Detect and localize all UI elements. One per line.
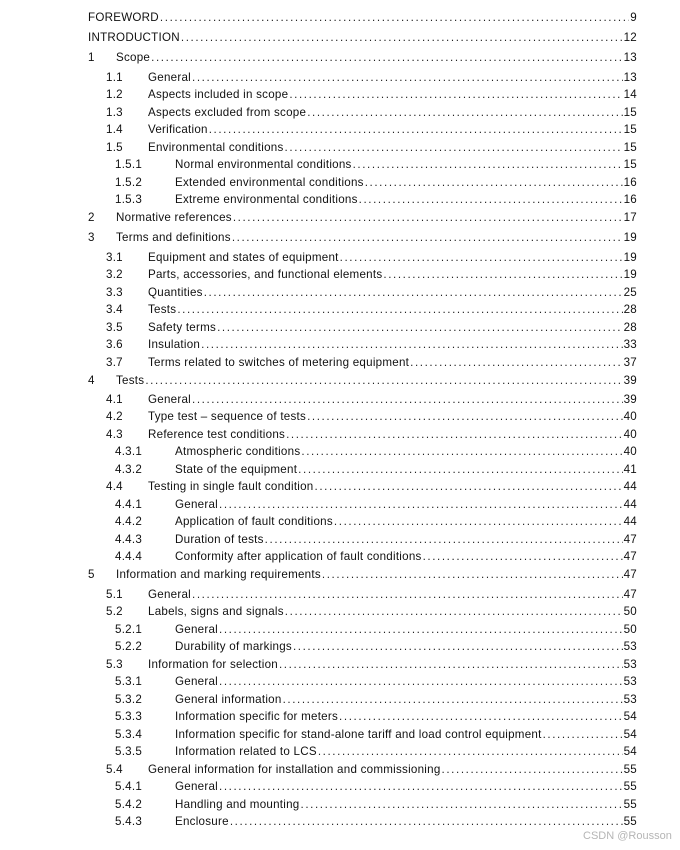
toc-entry[interactable]: [88, 691, 637, 707]
toc-entry-number: 3: [88, 230, 95, 244]
toc-entry[interactable]: [88, 372, 637, 388]
toc-entry-page: 54: [623, 744, 637, 758]
toc-entry-number: 1.5.2: [115, 175, 143, 189]
toc-entry-page: 53: [623, 674, 637, 688]
toc-entry-number: 2: [88, 210, 95, 224]
toc-entry-number: 3.6: [106, 337, 123, 351]
toc-entry[interactable]: [88, 726, 637, 742]
toc-entry-page: 50: [623, 622, 637, 636]
toc-entry[interactable]: [88, 266, 637, 282]
toc-entry-page: 54: [623, 709, 637, 723]
toc-entry-page: 40: [623, 409, 637, 423]
toc-entry-page: 19: [623, 230, 637, 244]
toc-entry[interactable]: [88, 209, 637, 225]
toc-entry[interactable]: [88, 778, 637, 794]
toc-entry-title: Aspects excluded from scope: [148, 105, 307, 119]
dot-leader: [334, 515, 623, 528]
toc-entry-title: FOREWORD: [88, 10, 159, 24]
toc-entry-number: 3.5: [106, 320, 123, 334]
toc-entry[interactable]: [88, 426, 637, 442]
toc-entry-page: 28: [623, 320, 637, 334]
toc-entry-page: 50: [623, 604, 637, 618]
toc-entry[interactable]: [88, 156, 637, 172]
toc-entry-number: 4.4.1: [115, 497, 143, 511]
dot-leader: [232, 231, 623, 244]
toc-entry-title: General: [175, 779, 218, 793]
toc-entry-page: 13: [623, 50, 637, 64]
toc-entry[interactable]: [88, 69, 637, 85]
toc-entry-page: 15: [623, 105, 637, 119]
toc-entry-number: 4.3.2: [115, 462, 143, 476]
toc-entry-number: 3.2: [106, 267, 123, 281]
toc-entry-title: Conformity after application of fault conditions: [175, 549, 422, 563]
toc-entry-number: 5.1: [106, 587, 123, 601]
toc-entry-title: General: [148, 392, 191, 406]
dot-leader: [219, 780, 623, 793]
dot-leader: [383, 268, 622, 281]
toc-entry[interactable]: [88, 673, 637, 689]
toc-entry[interactable]: [88, 391, 637, 407]
toc-entry-title: Information specific for meters: [175, 709, 339, 723]
toc-entry-page: 17: [623, 210, 637, 224]
toc-entry-title: Testing in single fault condition: [148, 479, 314, 493]
toc-entry-page: 13: [623, 70, 637, 84]
toc-entry-page: 39: [623, 392, 637, 406]
toc-entry-title: Tests: [148, 302, 177, 316]
toc-entry-page: 55: [623, 762, 637, 776]
toc-entry-title: Terms related to switches of metering equipment: [148, 355, 410, 369]
dot-leader: [265, 533, 623, 546]
toc-entry[interactable]: [88, 761, 637, 777]
toc-entry-title: Parts, accessories, and functional elements: [148, 267, 383, 281]
dot-leader: [289, 88, 622, 101]
toc-entry-title: Normal environmental conditions: [175, 157, 352, 171]
dot-leader: [315, 480, 623, 493]
toc-entry-page: 47: [623, 567, 637, 581]
dot-leader: [322, 568, 623, 581]
watermark: CSDN @Rousson: [583, 830, 672, 842]
toc-entry-title: Labels, signs and signals: [148, 604, 284, 618]
toc-entry-number: 4.4.3: [115, 532, 143, 546]
toc-entry[interactable]: [88, 121, 637, 137]
toc-entry-title: State of the equipment: [175, 462, 298, 476]
toc-entry-title: Extended environmental conditions: [175, 175, 364, 189]
toc-entry-number: 5.2.2: [115, 639, 143, 653]
toc-entry-title: Durability of markings: [175, 639, 292, 653]
toc-entry[interactable]: [88, 354, 637, 370]
toc-entry-title: Terms and definitions: [116, 230, 231, 244]
toc-entry-page: 33: [623, 337, 637, 351]
toc-entry-number: 1.5.1: [115, 157, 143, 171]
toc-entry[interactable]: [88, 743, 637, 759]
toc-entry-number: 4.1: [106, 392, 123, 406]
toc-entry-number: 1.2: [106, 87, 123, 101]
toc-entry-title: Verification: [148, 122, 208, 136]
dot-leader: [423, 550, 623, 563]
toc-entry-page: 9: [630, 10, 637, 24]
toc-entry[interactable]: [88, 638, 637, 654]
toc-entry[interactable]: [88, 86, 637, 102]
toc-entry[interactable]: [88, 603, 637, 619]
dot-leader: [318, 745, 623, 758]
toc-entry-number: 1.5: [106, 140, 123, 154]
toc-entry-page: 53: [623, 639, 637, 653]
toc-entry-page: 54: [623, 727, 637, 741]
toc-entry-number: 5.3.2: [115, 692, 143, 706]
toc-entry[interactable]: [88, 301, 637, 317]
toc-entry-page: 28: [623, 302, 637, 316]
dot-leader: [353, 158, 623, 171]
toc-entry[interactable]: [88, 461, 637, 477]
dot-leader: [230, 815, 623, 828]
toc-entry-number: 5.3.5: [115, 744, 143, 758]
toc-entry-page: 15: [623, 157, 637, 171]
toc-entry-page: 41: [623, 462, 637, 476]
toc-entry-page: 39: [623, 373, 637, 387]
dot-leader: [145, 374, 622, 387]
toc-entry-page: 44: [623, 479, 637, 493]
dot-leader: [201, 338, 622, 351]
toc-entry[interactable]: [88, 708, 637, 724]
dot-leader: [285, 605, 623, 618]
toc-entry-number: 5.4: [106, 762, 123, 776]
dot-leader: [192, 588, 623, 601]
toc-entry-page: 44: [623, 514, 637, 528]
toc-entry-page: 40: [623, 444, 637, 458]
dot-leader: [181, 31, 623, 44]
toc-entry[interactable]: [88, 336, 637, 352]
toc-entry[interactable]: [88, 104, 637, 120]
toc-entry-title: General: [175, 497, 218, 511]
toc-entry-number: 1.3: [106, 105, 123, 119]
dot-leader: [233, 211, 623, 224]
dot-leader: [219, 498, 623, 511]
toc-entry-page: 15: [623, 122, 637, 136]
dot-leader: [293, 640, 623, 653]
dot-leader: [285, 141, 623, 154]
toc-entry-title: Information for selection: [148, 657, 278, 671]
toc-entry-number: 4.4.2: [115, 514, 143, 528]
dot-leader: [209, 123, 623, 136]
toc-entry-title: Quantities: [148, 285, 203, 299]
toc-entry-page: 16: [623, 175, 637, 189]
toc-entry[interactable]: [88, 813, 637, 829]
toc-entry-title: General information for installation and commissioning: [148, 762, 441, 776]
toc-entry[interactable]: [88, 9, 637, 25]
toc-entry-title: Enclosure: [175, 814, 229, 828]
toc-entry-title: Type test – sequence of tests: [148, 409, 307, 423]
toc-entry-title: Duration of tests: [175, 532, 264, 546]
dot-leader: [192, 393, 623, 406]
dot-leader: [410, 356, 622, 369]
toc-entry[interactable]: [88, 319, 637, 335]
toc-entry-title: Application of fault conditions: [175, 514, 333, 528]
dot-leader: [359, 193, 623, 206]
toc-entry-title: General: [175, 622, 218, 636]
toc-entry-number: 5.4.2: [115, 797, 143, 811]
toc-entry[interactable]: [88, 49, 637, 65]
toc-entry-page: 47: [623, 532, 637, 546]
toc-entry-title: Reference test conditions: [148, 427, 286, 441]
toc-entry[interactable]: [88, 478, 637, 494]
dot-leader: [217, 321, 623, 334]
toc-entry-number: 5.3: [106, 657, 123, 671]
dot-leader: [365, 176, 623, 189]
toc-entry[interactable]: [88, 191, 637, 207]
toc-entry-number: 3.1: [106, 250, 123, 264]
toc-entry-number: 4.3.1: [115, 444, 143, 458]
dot-leader: [298, 463, 622, 476]
toc-entry-number: 5.2: [106, 604, 123, 618]
toc-entry[interactable]: [88, 656, 637, 672]
toc-entry[interactable]: [88, 531, 637, 547]
toc-entry-title: Extreme environmental conditions: [175, 192, 358, 206]
dot-leader: [283, 693, 623, 706]
toc-entry-page: 12: [623, 30, 637, 44]
toc-entry-title: Aspects included in scope: [148, 87, 289, 101]
toc-entry-title: Information specific for stand-alone tariff and load control equipment: [175, 727, 542, 741]
toc-entry-title: INTRODUCTION: [88, 30, 180, 44]
toc-entry[interactable]: [88, 586, 637, 602]
toc-entry-title: Safety terms: [148, 320, 217, 334]
toc-entry-page: 53: [623, 692, 637, 706]
toc-entry-number: 5.4.3: [115, 814, 143, 828]
toc-entry-page: 15: [623, 140, 637, 154]
toc-entry-page: 47: [623, 549, 637, 563]
toc-entry-number: 1.5.3: [115, 192, 143, 206]
dot-leader: [301, 445, 622, 458]
toc-entry-page: 19: [623, 250, 637, 264]
toc-entry-number: 5: [88, 567, 95, 581]
dot-leader: [279, 658, 623, 671]
toc-entry-title: General: [175, 674, 218, 688]
dot-leader: [177, 303, 622, 316]
toc-entry-page: 25: [623, 285, 637, 299]
toc-entry-number: 3.7: [106, 355, 123, 369]
toc-entry-title: Atmospheric conditions: [175, 444, 301, 458]
toc-entry-page: 55: [623, 814, 637, 828]
dot-leader: [204, 286, 623, 299]
toc-entry-number: 3.3: [106, 285, 123, 299]
toc-entry-page: 47: [623, 587, 637, 601]
toc-entry-title: Information and marking requirements: [116, 567, 321, 581]
toc-entry[interactable]: [88, 548, 637, 564]
toc-entry[interactable]: [88, 443, 637, 459]
toc-entry[interactable]: [88, 796, 637, 812]
toc-entry[interactable]: [88, 229, 637, 245]
toc-entry-page: 37: [623, 355, 637, 369]
toc-entry[interactable]: [88, 621, 637, 637]
toc-entry-title: General: [148, 70, 191, 84]
toc-entry-title: Environmental conditions: [148, 140, 284, 154]
toc-entry-page: 55: [623, 779, 637, 793]
toc-entry-page: 16: [623, 192, 637, 206]
toc-entry-title: Equipment and states of equipment: [148, 250, 339, 264]
toc-entry[interactable]: [88, 566, 637, 582]
toc-entry-page: 14: [623, 87, 637, 101]
toc-entry-number: 4.4.4: [115, 549, 143, 563]
toc-entry-number: 5.3.3: [115, 709, 143, 723]
toc-entry-page: 44: [623, 497, 637, 511]
toc-entry-number: 5.2.1: [115, 622, 143, 636]
toc-entry-title: General: [148, 587, 191, 601]
toc-entry-number: 4: [88, 373, 95, 387]
toc-entry-number: 4.3: [106, 427, 123, 441]
toc-entry-page: 19: [623, 267, 637, 281]
toc-entry-title: Normative references: [116, 210, 232, 224]
dot-leader: [301, 798, 623, 811]
toc-entry-title: Tests: [116, 373, 145, 387]
dot-leader: [543, 728, 623, 741]
toc-entry-number: 3.4: [106, 302, 123, 316]
toc-entry-number: 1.1: [106, 70, 123, 84]
toc-entry-page: 55: [623, 797, 637, 811]
toc-entry-page: 53: [623, 657, 637, 671]
toc-entry[interactable]: [88, 249, 637, 265]
toc-entry-title: Handling and mounting: [175, 797, 300, 811]
toc-entry-number: 5.4.1: [115, 779, 143, 793]
toc-entry[interactable]: [88, 496, 637, 512]
dot-leader: [339, 710, 623, 723]
toc-entry-number: 4.2: [106, 409, 123, 423]
dot-leader: [286, 428, 623, 441]
dot-leader: [151, 51, 622, 64]
toc-entry[interactable]: [88, 174, 637, 190]
toc-entry-number: 1: [88, 50, 95, 64]
dot-leader: [340, 251, 623, 264]
toc-entry-page: 40: [623, 427, 637, 441]
toc-entry[interactable]: [88, 139, 637, 155]
toc-entry-number: 5.3.1: [115, 674, 143, 688]
toc-entry-title: Information related to LCS: [175, 744, 317, 758]
toc-entry[interactable]: [88, 29, 637, 45]
dot-leader: [307, 106, 622, 119]
dot-leader: [442, 763, 623, 776]
toc-entry-number: 4.4: [106, 479, 123, 493]
toc-entry[interactable]: [88, 284, 637, 300]
dot-leader: [219, 623, 623, 636]
toc-entry-title: Insulation: [148, 337, 201, 351]
toc-entry[interactable]: [88, 408, 637, 424]
dot-leader: [192, 71, 623, 84]
toc-entry-number: 1.4: [106, 122, 123, 136]
dot-leader: [219, 675, 623, 688]
toc-entry-number: 5.3.4: [115, 727, 143, 741]
toc-entry-title: General information: [175, 692, 282, 706]
toc-entry[interactable]: [88, 513, 637, 529]
toc-entry-title: Scope: [116, 50, 151, 64]
dot-leader: [160, 11, 629, 24]
dot-leader: [307, 410, 623, 423]
